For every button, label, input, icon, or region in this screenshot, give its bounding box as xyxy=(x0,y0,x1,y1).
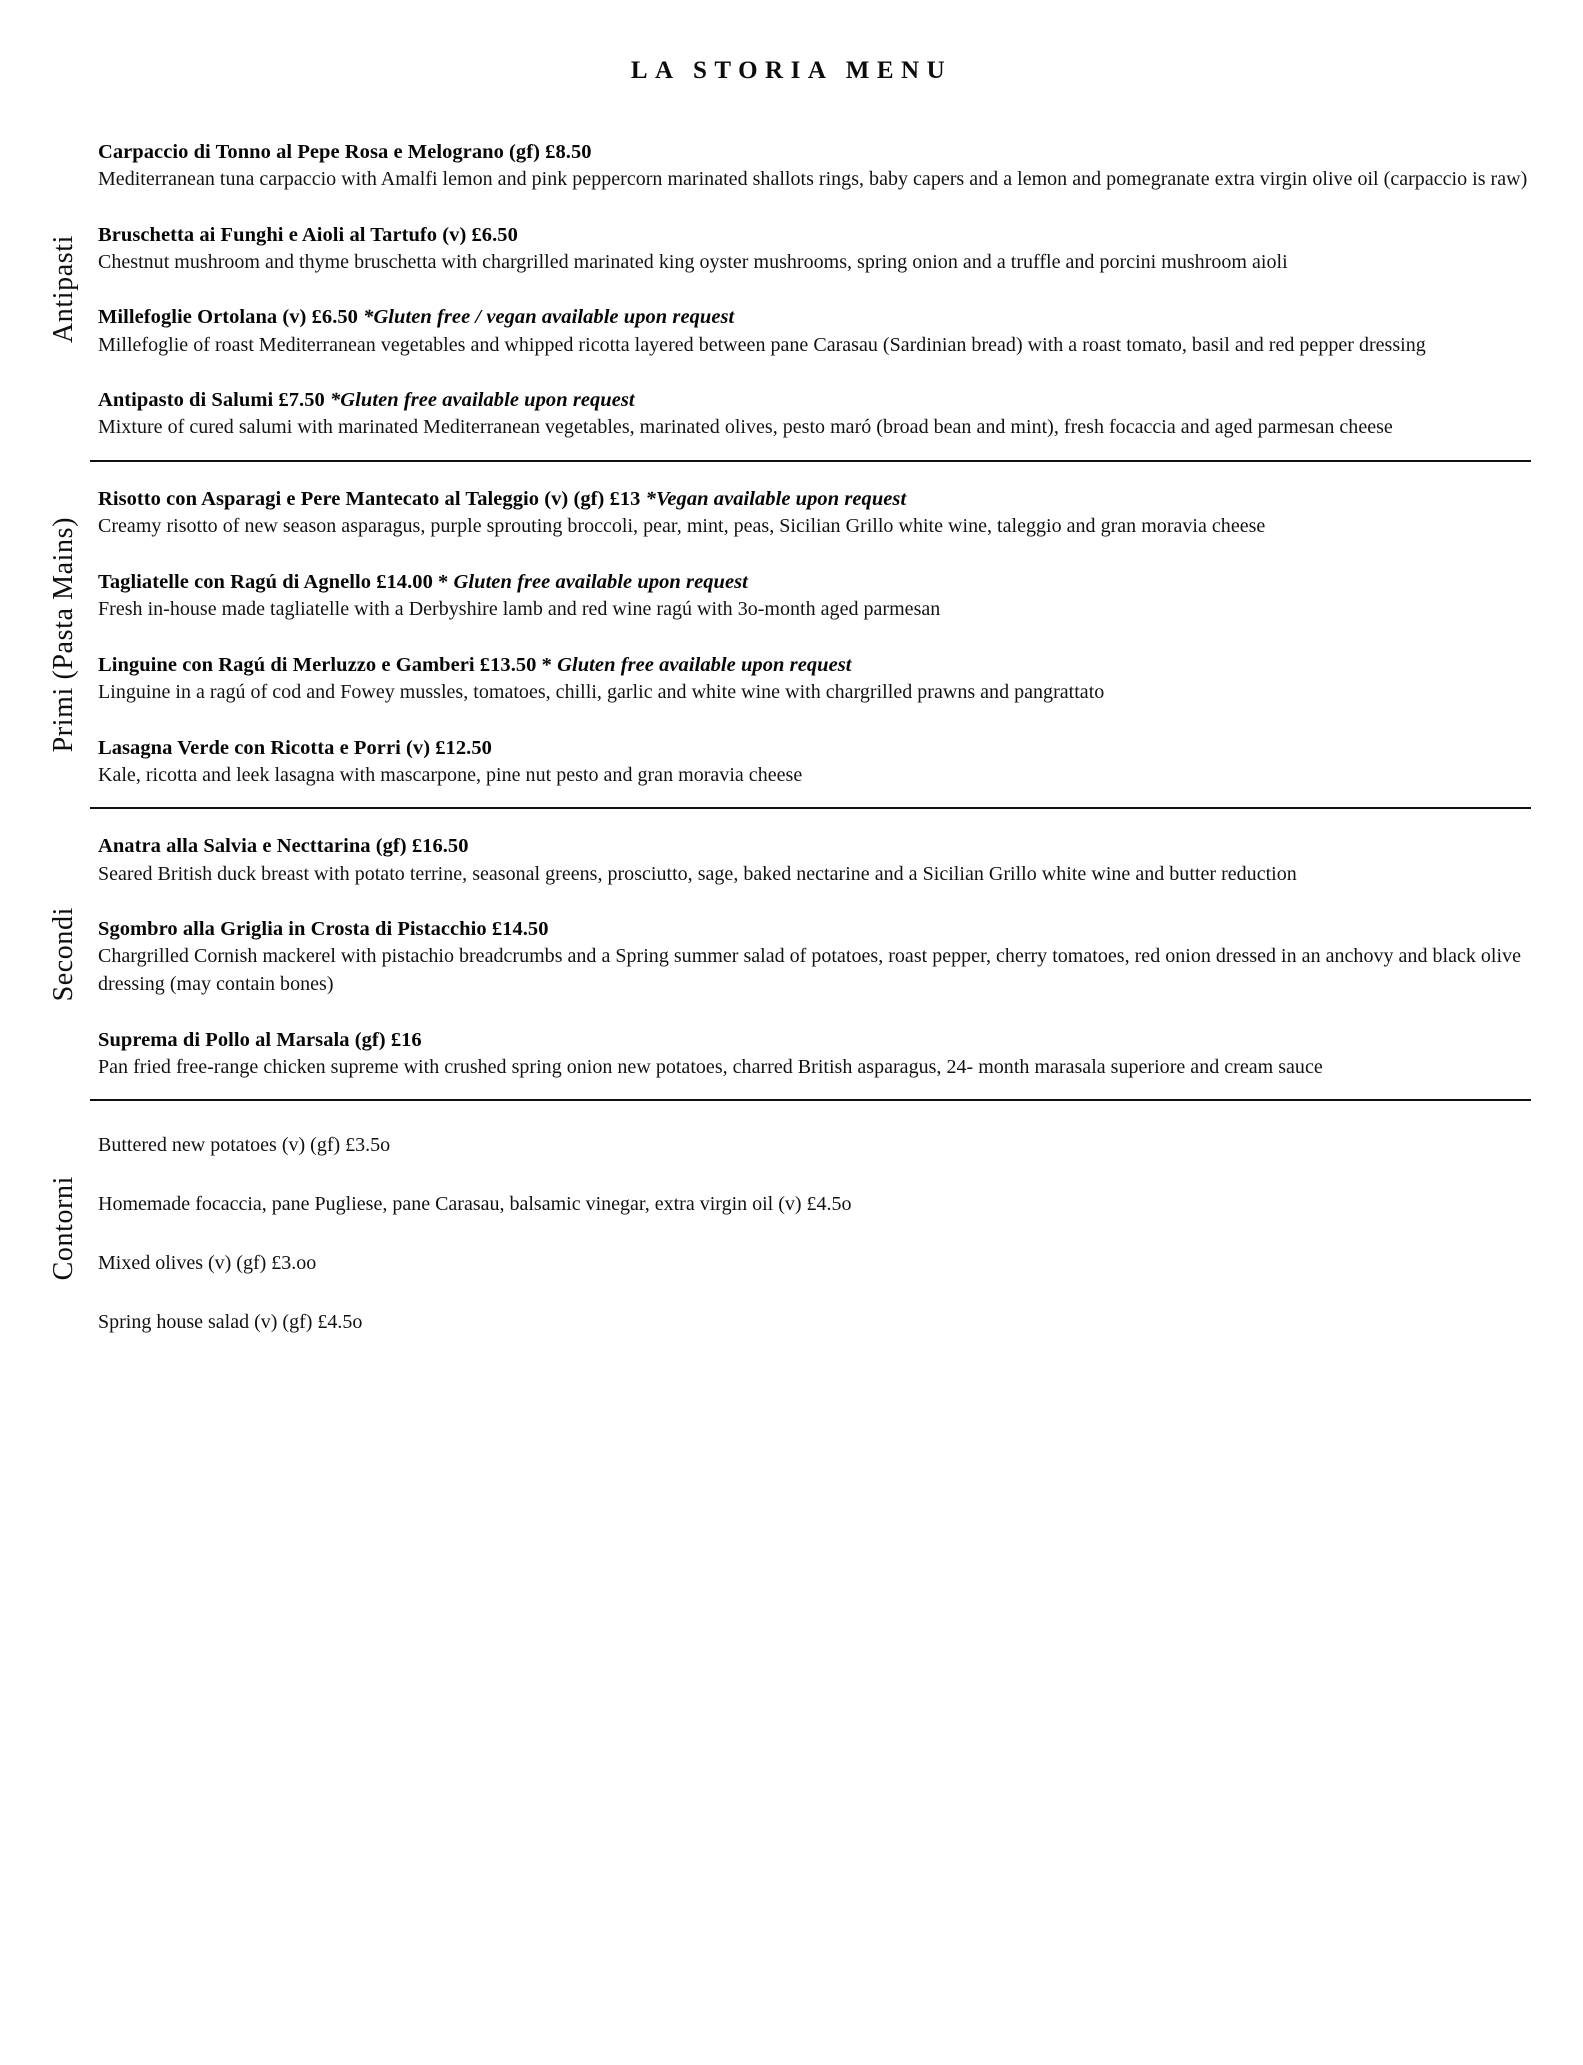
section-primi xyxy=(38,480,1531,789)
dish-item xyxy=(98,304,1531,359)
dish-name: Millefoglie Ortolana (v) £6.50 xyxy=(98,306,364,329)
section-antipasti xyxy=(38,137,1531,442)
dish-heading xyxy=(98,916,1531,942)
dish-note: Gluten free available upon request xyxy=(557,653,852,676)
dish-item xyxy=(98,387,1531,442)
dish-item xyxy=(98,139,1531,194)
dish-item xyxy=(98,833,1531,888)
section-label-antipasti: Antipasti xyxy=(48,235,79,344)
dish-list-contorni xyxy=(90,1119,1531,1336)
dish-item xyxy=(98,222,1531,277)
dish-heading xyxy=(98,652,1531,678)
dish-list-primi xyxy=(90,480,1531,789)
dish-heading xyxy=(98,735,1531,761)
section-divider xyxy=(90,460,1531,462)
dish-description: Creamy risotto of new season asparagus, purple sprouting broccoli, pear, mint, peas, Sicilian Grillo white wine, taleggio and gran moravia cheese xyxy=(98,515,1266,538)
dish-name: Lasagna Verde con Ricotta e Porri (v) £12.50 xyxy=(98,736,492,759)
dish-heading xyxy=(98,304,1531,330)
section-rail-contorni xyxy=(38,1119,90,1336)
dish-description: Fresh in-house made tagliatelle with a Derbyshire lamb and red wine ragú with 3o-month aged parmesan xyxy=(98,598,941,621)
dish-description: Chestnut mushroom and thyme bruschetta with chargrilled marinated king oyster mushrooms, spring onion and a truffle and porcini mushroom aioli xyxy=(98,250,1288,273)
dish-name: Suprema di Pollo al Marsala (gf) £16 xyxy=(98,1028,422,1051)
dish-item xyxy=(98,735,1531,790)
dish-name: Carpaccio di Tonno al Pepe Rosa e Melograno (gf) £8.50 xyxy=(98,140,592,163)
page-title: LA STORIA MENU xyxy=(630,56,953,84)
section-rail-primi xyxy=(38,480,90,789)
dish-heading xyxy=(98,222,1531,248)
dish-note: Gluten free available upon request xyxy=(453,570,748,593)
dish-list-secondi xyxy=(90,827,1531,1081)
dish-name: Tagliatelle con Ragú di Agnello £14.00 * xyxy=(98,570,454,593)
section-contorni xyxy=(38,1119,1531,1336)
dish-name: Sgombro alla Griglia in Crosta di Pistacchio £14.50 xyxy=(98,918,549,941)
dish-description: Chargrilled Cornish mackerel with pistachio breadcrumbs and a Spring summer salad of potatoes, roast pepper, cherry tomatoes, red onion dressed in an anchovy and black olive dressing (may contain bones) xyxy=(98,945,1521,996)
section-secondi xyxy=(38,827,1531,1081)
dish-list-antipasti xyxy=(90,137,1531,442)
dish-description: Kale, ricotta and leek lasagna with mascarpone, pine nut pesto and gran moravia cheese xyxy=(98,763,803,786)
dish-name: Antipasto di Salumi £7.50 xyxy=(98,389,330,412)
dish-note: *Vegan available upon request xyxy=(645,488,907,511)
dish-description: Mixture of cured salumi with marinated Mediterranean vegetables, marinated olives, pesto maró (broad bean and mint), fresh focaccia and aged parmesan cheese xyxy=(98,416,1393,439)
dish-heading xyxy=(98,387,1531,413)
dish-name: Risotto con Asparagi e Pere Mantecato al Taleggio (v) (gf) £13 xyxy=(98,488,646,511)
dish-description: Mediterranean tuna carpaccio with Amalfi lemon and pink peppercorn marinated shallots rings, baby capers and a lemon and pomegranate extra virgin olive oil (carpaccio is raw) xyxy=(98,167,1528,190)
dish-description: Pan fried free-range chicken supreme with crushed spring onion new potatoes, charred British asparagus, 24- month marasala superiore and cream sauce xyxy=(98,1055,1323,1078)
section-rail-secondi xyxy=(38,827,90,1081)
dish-description: Millefoglie of roast Mediterranean vegetables and whipped ricotta layered between pane Carasau (Sardinian bread) with a roast tomato, basil and red pepper dressing xyxy=(98,333,1426,356)
dish-name: Bruschetta ai Funghi e Aioli al Tartufo (v) £6.50 xyxy=(98,223,518,246)
section-divider xyxy=(90,1099,1531,1101)
dish-item xyxy=(98,1027,1531,1082)
dish-item xyxy=(98,652,1531,707)
section-label-contorni: Contorni xyxy=(48,1175,79,1281)
dish-heading xyxy=(98,569,1531,595)
dish-heading xyxy=(98,486,1531,512)
dish-name: Anatra alla Salvia e Necttarina (gf) £16.50 xyxy=(98,835,469,858)
menu-body xyxy=(0,137,1583,1337)
section-divider xyxy=(90,807,1531,809)
side-item: Spring house salad (v) (gf) £4.5o xyxy=(98,1311,363,1334)
dish-note: *Gluten free / vegan available upon request xyxy=(363,306,735,329)
dish-description: Seared British duck breast with potato terrine, seasonal greens, prosciutto, sage, baked nectarine and a Sicilian Grillo white wine and butter reduction xyxy=(98,862,1297,885)
side-item: Homemade focaccia, pane Pugliese, pane Carasau, balsamic vinegar, extra virgin oil (v) £4.5o xyxy=(98,1193,852,1216)
dish-item xyxy=(98,569,1531,624)
dish-item xyxy=(98,916,1531,998)
section-label-primi: Primi (Pasta Mains) xyxy=(48,517,79,753)
dish-name: Linguine con Ragú di Merluzzo e Gamberi £13.50 * xyxy=(98,653,558,676)
dish-item xyxy=(98,486,1531,541)
dish-description: Linguine in a ragú of cod and Fowey mussles, tomatoes, chilli, garlic and white wine with chargrilled prawns and pangrattato xyxy=(98,680,1105,703)
section-label-secondi: Secondi xyxy=(48,907,79,1002)
section-rail-antipasti xyxy=(38,137,90,442)
dish-note: *Gluten free available upon request xyxy=(329,389,635,412)
menu-page xyxy=(0,17,1583,2065)
dish-heading xyxy=(98,1027,1531,1053)
dish-heading xyxy=(98,833,1531,859)
side-item: Buttered new potatoes (v) (gf) £3.5o xyxy=(98,1134,391,1157)
dish-heading xyxy=(98,139,1531,165)
side-item: Mixed olives (v) (gf) £3.oo xyxy=(98,1252,317,1275)
